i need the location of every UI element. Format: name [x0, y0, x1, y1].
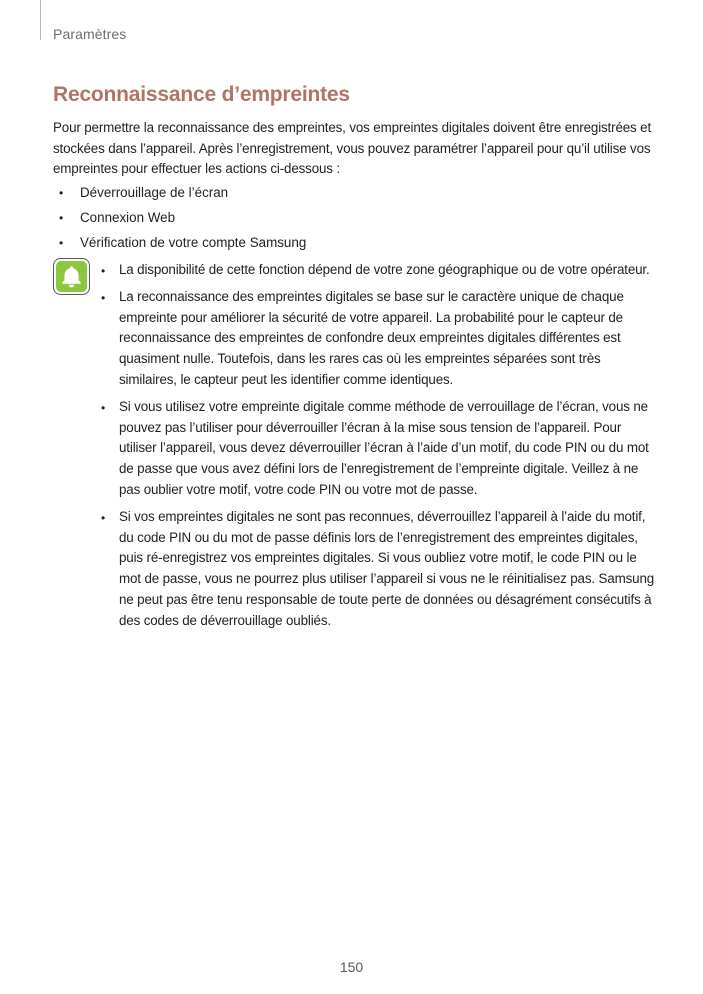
bullet: • [59, 236, 64, 250]
intro-paragraph: Pour permettre la reconnaissance des empreintes, vos empreintes digitales doivent être enregistrées et stockées dans l’appareil. Après l’enregistrement, vous pouvez paramétrer l’appareil pour qu’il utilise vos empreintes pour effectuer les actions ci-dessous : [53, 120, 652, 176]
bullet: • [101, 510, 106, 525]
list-item [53, 233, 306, 258]
page-title: Reconnaissance d’empreintes [53, 83, 350, 106]
bullet: • [101, 264, 106, 278]
note-item [100, 260, 655, 281]
bell-icon [53, 258, 90, 295]
bullet: • [59, 211, 64, 225]
list-item [53, 208, 306, 233]
list-item [53, 183, 306, 208]
bullet: • [101, 290, 106, 305]
list-item-text: Connexion Web [80, 210, 176, 225]
bullet: • [101, 400, 106, 415]
note-item [100, 507, 655, 632]
note-item-text: Si vos empreintes digitales ne sont pas reconnues, déverrouillez l’appareil à l’aide du motif, du code PIN ou du mot de passe définis lors de l’enregistrement des empreintes digitales, puis ré-enregistrez vos empreintes digitales. Si vous oubliez votre motif, le code PIN ou le mot de passe, vous ne pourrez plus utiliser l’appareil si vous ne le réinitialisez pas. Samsung ne peut pas être tenu responsable de toute perte de données ou désagrément consécutifs à des codes de déverrouillage oubliés. [119, 508, 655, 628]
header-rule [40, 0, 41, 40]
note-item [100, 397, 655, 501]
page-number: 150 [339, 959, 364, 975]
bullet: • [59, 186, 64, 200]
list-item-text: Vérification de votre compte Samsung [80, 235, 307, 250]
note-item-text: La reconnaissance des empreintes digitales se base sur le caractère unique de chaque empreinte pour améliorer la sécurité de votre appareil. La probabilité pour le capteur de reconnaissance des empreintes de confondre deux empreintes digitales différentes est quasiment nulle. Toutefois, dans les rares cas où les empreintes séparées sont très similaires, le capteur peut les identifier comme identiques. [119, 288, 624, 387]
note-item [100, 287, 655, 391]
note-item-text: La disponibilité de cette fonction dépend de votre zone géographique ou de votre opérateur. [119, 262, 650, 277]
note-list [100, 260, 655, 638]
note-item-text: Si vous utilisez votre empreinte digitale comme méthode de verrouillage de l’écran, vous ne pouvez pas l’utiliser pour déverrouiller l’écran à la mise sous tension de l’appareil. Pour utiliser l’appareil, vous devez déverrouiller l’écran à l’aide d’un motif, du code PIN ou du mot de passe que vous avez défini lors de l’enregistrement de l’empreinte digitale. Veillez à ne pas oublier votre motif, votre code PIN ou votre mot de passe. [119, 398, 649, 497]
feature-list [53, 183, 306, 258]
list-item-text: Déverrouillage de l’écran [80, 185, 229, 200]
section-label: Paramètres [53, 26, 127, 42]
